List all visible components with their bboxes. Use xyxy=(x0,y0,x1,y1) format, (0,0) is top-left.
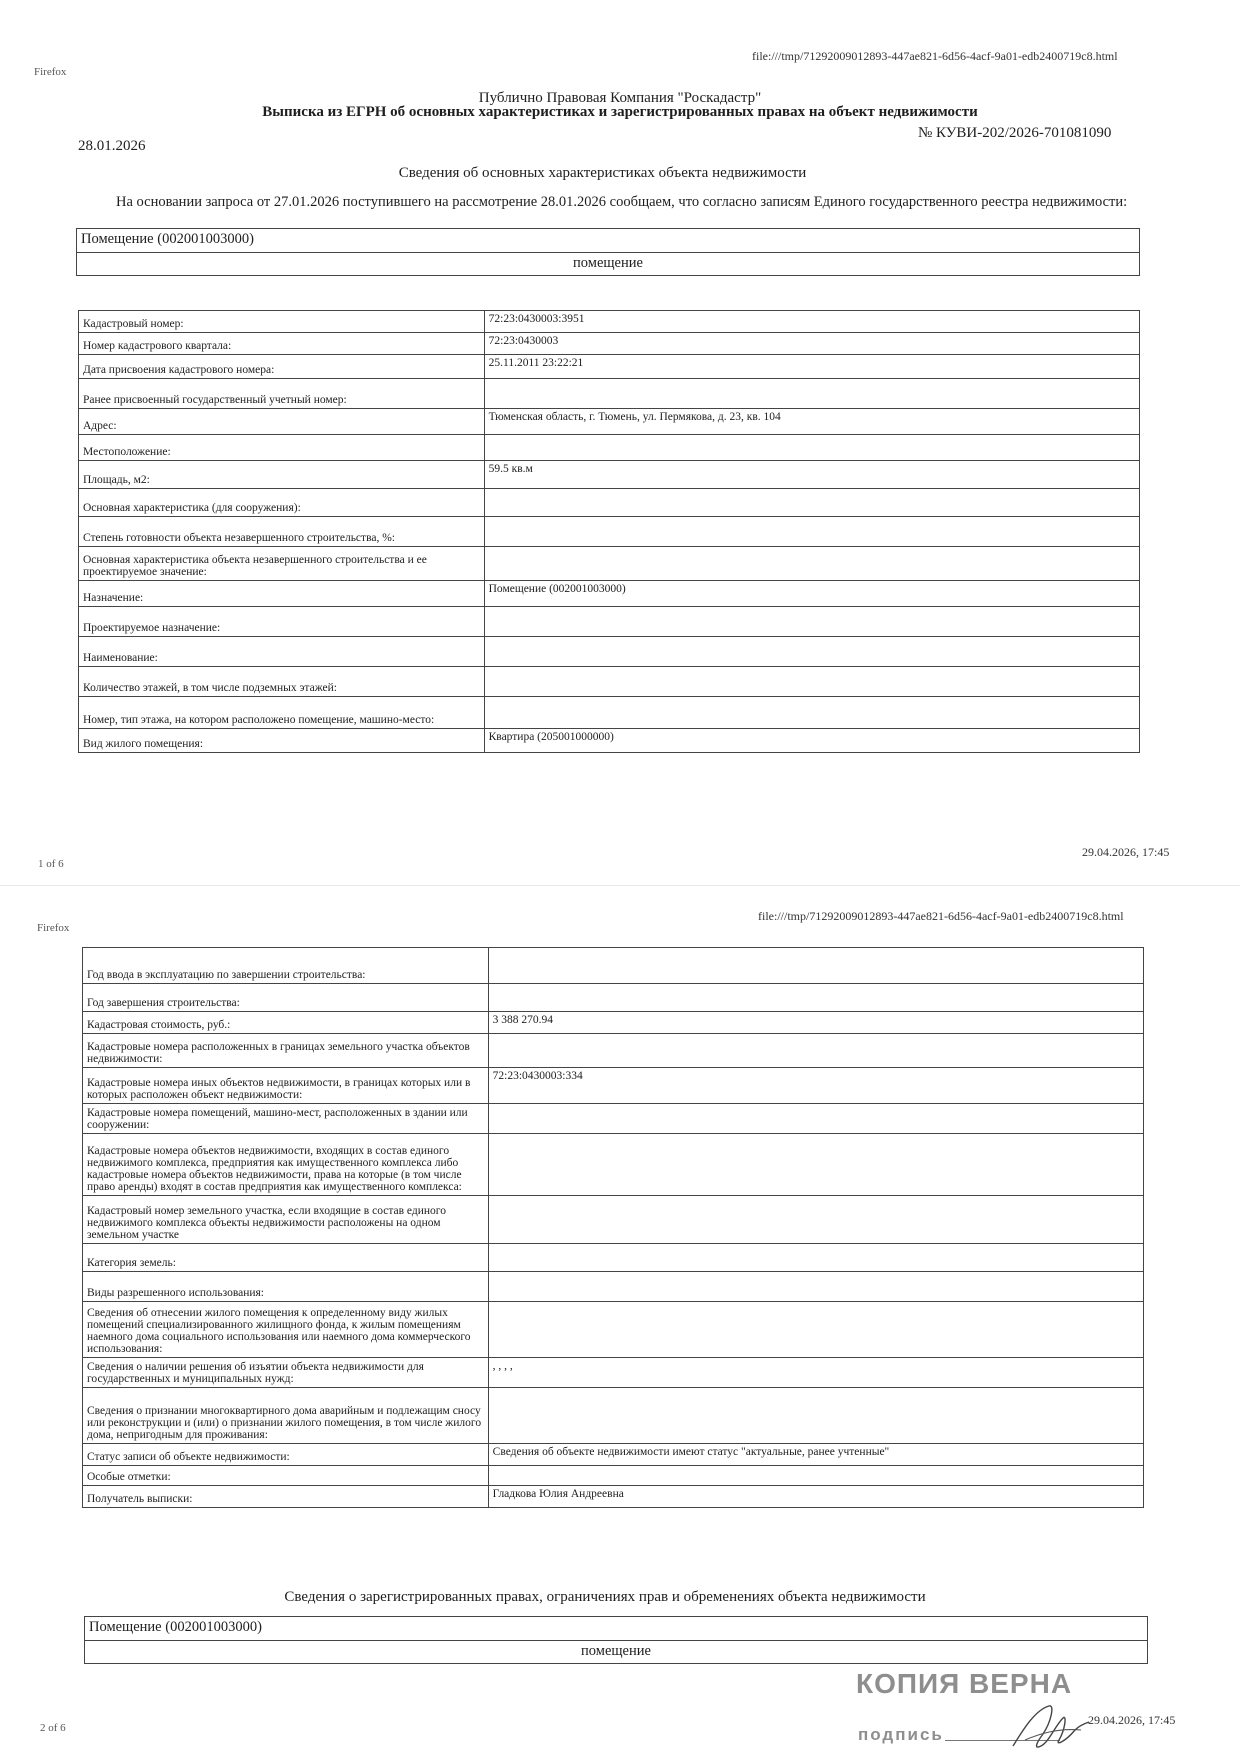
row-value xyxy=(484,517,1139,547)
row-label: Количество этажей, в том числе подземных этажей: xyxy=(79,667,485,697)
row-value: Квартира (205001000000) xyxy=(484,729,1139,753)
row-label: Кадастровые номера расположенных в границах земельного участка объектов недвижимости: xyxy=(83,1034,489,1068)
page-url[interactable]: file:///tmp/71292009012893-447ae821-6d56-4acf-9a01-edb2400719c8.html xyxy=(758,909,1124,923)
row-value: 59.5 кв.м xyxy=(484,461,1139,489)
row-value xyxy=(488,1104,1143,1134)
row-label: Основная характеристика (для сооружения): xyxy=(79,489,485,517)
table-row xyxy=(83,1196,1144,1244)
row-value xyxy=(488,1272,1143,1302)
page-separator xyxy=(0,885,1240,886)
row-label: Номер, тип этажа, на котором расположено помещение, машино-место: xyxy=(79,697,485,729)
row-label: Местоположение: xyxy=(79,435,485,461)
row-value xyxy=(484,547,1139,581)
row-label: Год ввода в эксплуатацию по завершении строительства: xyxy=(83,948,489,984)
row-value xyxy=(484,379,1139,409)
row-label: Вид жилого помещения: xyxy=(79,729,485,753)
table-row xyxy=(83,1272,1144,1302)
object-name: Помещение (002001003000) xyxy=(85,1617,1147,1641)
table-row xyxy=(83,1034,1144,1068)
row-label: Степень готовности объекта незавершенного строительства, %: xyxy=(79,517,485,547)
row-value xyxy=(484,637,1139,667)
table-row xyxy=(79,461,1140,489)
row-value: 72:23:0430003 xyxy=(484,333,1139,355)
object-type: помещение xyxy=(573,255,643,271)
row-label: Особые отметки: xyxy=(83,1466,489,1486)
stamp-copy-verified: КОПИЯ ВЕРНА xyxy=(856,1668,1073,1699)
object-box-rights xyxy=(84,1616,1148,1664)
intro-paragraph: На основании запроса от 27.01.2026 поступившего на рассмотрение 28.01.2026 сообщаем, что согласно записям Единого государственного реестра недвижимости: xyxy=(116,194,1128,210)
table-row xyxy=(83,1444,1144,1466)
table-row xyxy=(83,1068,1144,1104)
section-title-rights: Сведения о зарегистрированных правах, ограничениях прав и обременениях объекта недвижимости xyxy=(284,1589,926,1605)
row-value: 72:23:0430003:3951 xyxy=(484,311,1139,333)
table-row xyxy=(83,1358,1144,1388)
row-value xyxy=(484,667,1139,697)
table-row xyxy=(83,984,1144,1012)
row-label: Кадастровые номера помещений, машино-мест, расположенных в здании или сооружении: xyxy=(83,1104,489,1134)
row-value: 25.11.2011 23:22:21 xyxy=(484,355,1139,379)
row-label: Сведения о признании многоквартирного дома аварийным и подлежащим сносу или реконструкции и (или) о признании жилого помещения, в том числе жилого дома, непригодным для проживания: xyxy=(83,1388,489,1444)
print-timestamp: 29.04.2026, 17:45 xyxy=(1082,845,1170,859)
object-box xyxy=(76,228,1140,276)
characteristics-table-p2 xyxy=(82,947,1144,1508)
object-name: Помещение (002001003000) xyxy=(77,229,1139,253)
table-row xyxy=(83,1104,1144,1134)
row-value xyxy=(488,1302,1143,1358)
row-value xyxy=(488,1196,1143,1244)
row-value xyxy=(488,948,1143,984)
page-number: 2 of 6 xyxy=(40,1722,66,1734)
table-row xyxy=(79,311,1140,333)
page-number: 1 of 6 xyxy=(38,858,64,870)
row-value xyxy=(484,435,1139,461)
row-value: Гладкова Юлия Андреевна xyxy=(488,1486,1143,1508)
row-label: Категория земель: xyxy=(83,1244,489,1272)
row-label: Ранее присвоенный государственный учетный номер: xyxy=(79,379,485,409)
handwritten-signature xyxy=(1005,1700,1095,1754)
row-label: Год завершения строительства: xyxy=(83,984,489,1012)
row-value xyxy=(488,1388,1143,1444)
row-label: Основная характеристика объекта незавершенного строительства и ее проектируемое значение: xyxy=(79,547,485,581)
table-row xyxy=(79,409,1140,435)
row-label: Сведения об отнесении жилого помещения к определенному виду жилых помещений специализированного жилищного фонда, к жилым помещениям наемного дома социального использования или наемного дома коммерческого использования: xyxy=(83,1302,489,1358)
document-number: № КУВИ-202/2026-701081090 xyxy=(918,125,1112,141)
object-type: помещение xyxy=(581,1643,651,1659)
browser-label: Firefox xyxy=(37,922,70,934)
table-row xyxy=(79,333,1140,355)
table-row xyxy=(83,948,1144,984)
table-row xyxy=(83,1012,1144,1034)
row-value xyxy=(488,1034,1143,1068)
document-date: 28.01.2026 xyxy=(78,138,146,154)
row-label: Наименование: xyxy=(79,637,485,667)
row-label: Сведения о наличии решения об изъятии объекта недвижимости для государственных и муниципальных нужд: xyxy=(83,1358,489,1388)
row-value: 72:23:0430003:334 xyxy=(488,1068,1143,1104)
row-label: Назначение: xyxy=(79,581,485,607)
table-row xyxy=(79,581,1140,607)
table-row xyxy=(79,607,1140,637)
table-row xyxy=(83,1302,1144,1358)
row-label: Кадастровый номер: xyxy=(79,311,485,333)
row-value: , , , , xyxy=(488,1358,1143,1388)
section-title-characteristics: Сведения об основных характеристиках объекта недвижимости xyxy=(398,165,807,181)
row-value xyxy=(488,1466,1143,1486)
table-row xyxy=(83,1244,1144,1272)
row-value: 3 388 270.94 xyxy=(488,1012,1143,1034)
row-label: Дата присвоения кадастрового номера: xyxy=(79,355,485,379)
table-row xyxy=(83,1466,1144,1486)
table-row xyxy=(79,637,1140,667)
row-label: Получатель выписки: xyxy=(83,1486,489,1508)
table-row xyxy=(79,489,1140,517)
table-row xyxy=(79,379,1140,409)
row-value xyxy=(488,1244,1143,1272)
organization-name: Публично Правовая Компания "Роскадастр" xyxy=(478,90,762,106)
table-row xyxy=(79,667,1140,697)
table-row xyxy=(79,697,1140,729)
table-row xyxy=(79,547,1140,581)
row-label: Виды разрешенного использования: xyxy=(83,1272,489,1302)
row-label: Площадь, м2: xyxy=(79,461,485,489)
row-label: Проектируемое назначение: xyxy=(79,607,485,637)
table-row xyxy=(79,435,1140,461)
row-label: Номер кадастрового квартала: xyxy=(79,333,485,355)
row-value: Тюменская область, г. Тюмень, ул. Пермякова, д. 23, кв. 104 xyxy=(484,409,1139,435)
row-value xyxy=(488,984,1143,1012)
document-title: Выписка из ЕГРН об основных характеристиках и зарегистрированных правах на объект недвижимости xyxy=(262,104,978,120)
row-label: Кадастровые номера иных объектов недвижимости, в границах которых или в которых расположен объект недвижимости: xyxy=(83,1068,489,1104)
table-row xyxy=(83,1134,1144,1196)
row-value xyxy=(484,607,1139,637)
table-row xyxy=(83,1486,1144,1508)
table-row xyxy=(83,1388,1144,1444)
row-label: Кадастровая стоимость, руб.: xyxy=(83,1012,489,1034)
stamp-signature-label: подпись xyxy=(858,1725,944,1744)
row-label: Статус записи об объекте недвижимости: xyxy=(83,1444,489,1466)
row-value: Сведения об объекте недвижимости имеют статус "актуальные, ранее учтенные" xyxy=(488,1444,1143,1466)
row-label: Адрес: xyxy=(79,409,485,435)
print-timestamp: 29.04.2026, 17:45 xyxy=(1088,1713,1176,1727)
browser-label: Firefox xyxy=(34,66,67,78)
row-label: Кадастровые номера объектов недвижимости, входящих в состав единого недвижимого комплекса, предприятия как имущественного комплекса либо кадастровые номера объектов недвижимости, права на которые (в том числе право аренды) входят в состав предприятия как имущественного комплекса: xyxy=(83,1134,489,1196)
page-url[interactable]: file:///tmp/71292009012893-447ae821-6d56-4acf-9a01-edb2400719c8.html xyxy=(752,49,1118,63)
row-value xyxy=(488,1134,1143,1196)
row-value xyxy=(484,697,1139,729)
table-row xyxy=(79,355,1140,379)
row-value xyxy=(484,489,1139,517)
table-row xyxy=(79,517,1140,547)
characteristics-table-p1 xyxy=(78,310,1140,753)
row-value: Помещение (002001003000) xyxy=(484,581,1139,607)
row-label: Кадастровый номер земельного участка, если входящие в состав единого недвижимого комплекса объекты недвижимости расположены на одном земельном участке xyxy=(83,1196,489,1244)
table-row xyxy=(79,729,1140,753)
